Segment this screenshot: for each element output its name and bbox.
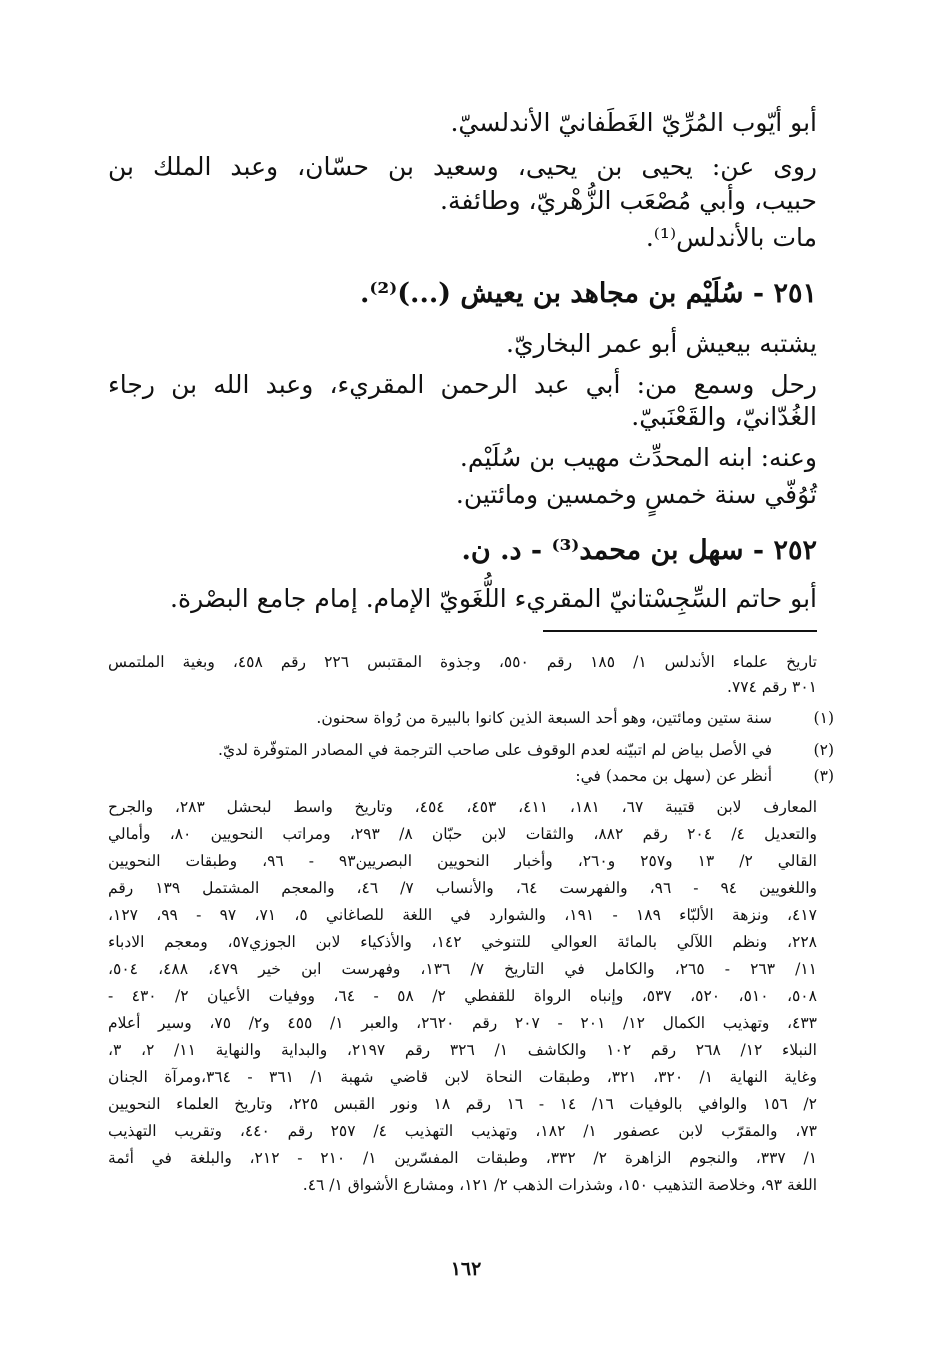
footnote-3-source-line: ١/ ٣٣٧، والنجوم الزاهرة ٢/ ٣٣٢، وطبقات المفسّرين ١/ ٢١٠ - ٢١٢، والبلغة في أئمة (108, 1149, 817, 1167)
entry-250-death-line: مات بالأندلس⁽¹⁾. (645, 223, 817, 252)
footnote-3-source-line: ٤٣٣، وتهذيب الكمال ١٢/ ٢٠١ - ٢٠٧ رقم ٢٦٢٠، والعبر ١/ ٤٥٥ و٢/ ٧٥، وسير أعلام (108, 1014, 817, 1032)
footnote-1-number: (١) (813, 709, 834, 727)
footnote-3-text: أنظر عن (سهل بن محمد) في: (575, 767, 772, 785)
footnote-2-text: في الأصل بياض لم اتبيّنه لعدم الوقوف على صاحب الترجمة في المصادر المتوفّرة لديّ. (218, 741, 772, 759)
footnote-3-source-line: ٥٠٨، ٥١٠، ٥٢٠، ٥٣٧، وإنباه الرواة للقفطي ٢/ ٥٨ - ٦٤، ووفيات الأعيان ٢/ ٤٣٠ - (108, 987, 817, 1005)
footnote-3-source-line: والتعديل ٤/ ٢٠٤ رقم ٨٨٢، والثقات لابن حبّان ٨/ ٢٩٣، ومراتب النحويين ٨٠، وأمالي (108, 825, 817, 843)
footnote-3-source-line: ٢/ ١٥٦ والوافي بالوفيات ١٦/ ١٤ - ١٦ رقم ١٨ ونور القبس ٢٢٥، وتاريخ العلماء النحويين (108, 1095, 817, 1113)
entry-250-narrated-from-line-1: روى عن: يحيى بن يحيى، وسعيد بن حسّان، وعبد الملك بن (108, 152, 817, 181)
footnote-3-source-line: ٤١٧، ونزهة الألبّاء ١٨٩ - ١٩١، والشوارد في اللغة للصاغاني ٥، ٧١، ٩٧ - ٩٩، ١٢٧، (108, 906, 817, 924)
footnote-separator (543, 630, 817, 632)
footnote-3-number: (٣) (813, 767, 834, 785)
entry-252-heading: ٢٥٢ - سهل بن محمد⁽³⁾ - د. ن. (461, 535, 817, 566)
footnote-3-source-line: ٧٣، والمقرّب لابن عصفور ١/ ١٨٢، وتهذيب التهذيب ٤/ ٢٥٧ رقم ٤٤٠، وتقريب التهذيب (108, 1122, 817, 1140)
footnote-3-source-line: النبلاء ١٢/ ٢٦٨ رقم ١٠٢ والكاشف ١/ ٣٢٦ رقم ٢١٩٧، والبداية والنهاية ١١/ ٢، ٣، (108, 1041, 817, 1059)
entry-251-heading: ٢٥١ - سُلَيْم بن مجاهد بن يعيش (...)⁽²⁾. (359, 278, 817, 309)
footnote-3-source-line: القالي ٢/ ١٣ و٢٥٧ و٢٦٠، وأخبار النحويين البصريين٩٣ - ٩٦، وطبقات النحويين (108, 852, 817, 870)
entry-250-narrated-from-line-2: حبيب، وأبي مُصْعَب الزُّهْريّ، وطائفة. (440, 186, 817, 215)
page-number: ١٦٢ (450, 1258, 482, 1280)
footnote-3-source-line: ٢٢٨، ونظم اللآلي بالمائة العوالي للتنوخي ١٤٢، والأذكياء لابن الجوزي٥٧، ومعجم الادباء (108, 933, 817, 951)
entry-252-description-line: أبو حاتم السِّجِسْتانيّ المقريء اللُّغَويّ الإمام. إمام جامع البصْرة. (170, 584, 817, 613)
entry-251-travelled-line-1: رحل وسمع من: أبي عبد الرحمن المقريء، وعبد الله بن رجاء (108, 370, 817, 399)
entry-251-travelled-line-2: الغُدّانيّ، والقَعْنَبيّ. (631, 402, 817, 431)
footnote-3-source-line: اللغة ٩٣، وخلاصة التذهيب ١٥٠، وشذرات الذهب ٢/ ١٢١، ومشارع الأشواق ١/ ٤٦. (302, 1176, 817, 1194)
footnote-1-text: سنة ستين ومائتين، وهو أحد السبعة الذين كانوا بالبيرة من رُواة سحنون. (316, 709, 772, 727)
footnote-3-source-line: واللغويين ٩٤ - ٩٦، والفهرست ٦٤، والأنساب ٧/ ٤٦، والمعجم المشتمل ١٣٩ رقم (108, 879, 817, 897)
footnote-3-source-line: ١١/ ٢٦٣ - ٢٦٥، والكامل في التاريخ ٧/ ١٣٦، وفهرست ابن خير ٤٧٩، ٤٨٨، ٥٠٤، (108, 960, 817, 978)
footnote-3-source-line: المعارف لابن قتيبة ٦٧، ١٨١، ٤١١، ٤٥٣، ٤٥٤، وتاريخ واسط لبحشل ٢٨٣، والجرح (108, 798, 817, 816)
entry-251-students-line: وعنه: ابنه المحدِّث مهيب بن سُلَيْم. (459, 443, 817, 472)
entry-251-death-line: تُوُفّي سنة خمسٍ وخمسين ومائتين. (455, 480, 817, 509)
entry-250-nisba-line: أبو أيّوب المُرِّيّ الغَطَفانيّ الأندلسيّ. (450, 108, 817, 137)
footnote-3-source-line: وغاية النهاية ١/ ٣٢٠، ٣٢١، وطبقات النحاة لابن قاضي شهبة ١/ ٣٦١ - ٣٦٤،ومرآة الجنان (108, 1068, 817, 1086)
entry-251-note-line: يشتبه بيعيش أبو عمر البخاريّ. (506, 329, 817, 358)
footnote-2-number: (٢) (813, 741, 834, 759)
footnote-continuation-line: تاريخ علماء الأندلس ١/ ١٨٥ رقم ٥٥٠، وجذوة المقتبس ٢٢٦ رقم ٤٥٨، وبغية الملتمس (108, 653, 817, 671)
footnote-continuation-line: ٣٠١ رقم ٧٧٤. (727, 678, 817, 696)
